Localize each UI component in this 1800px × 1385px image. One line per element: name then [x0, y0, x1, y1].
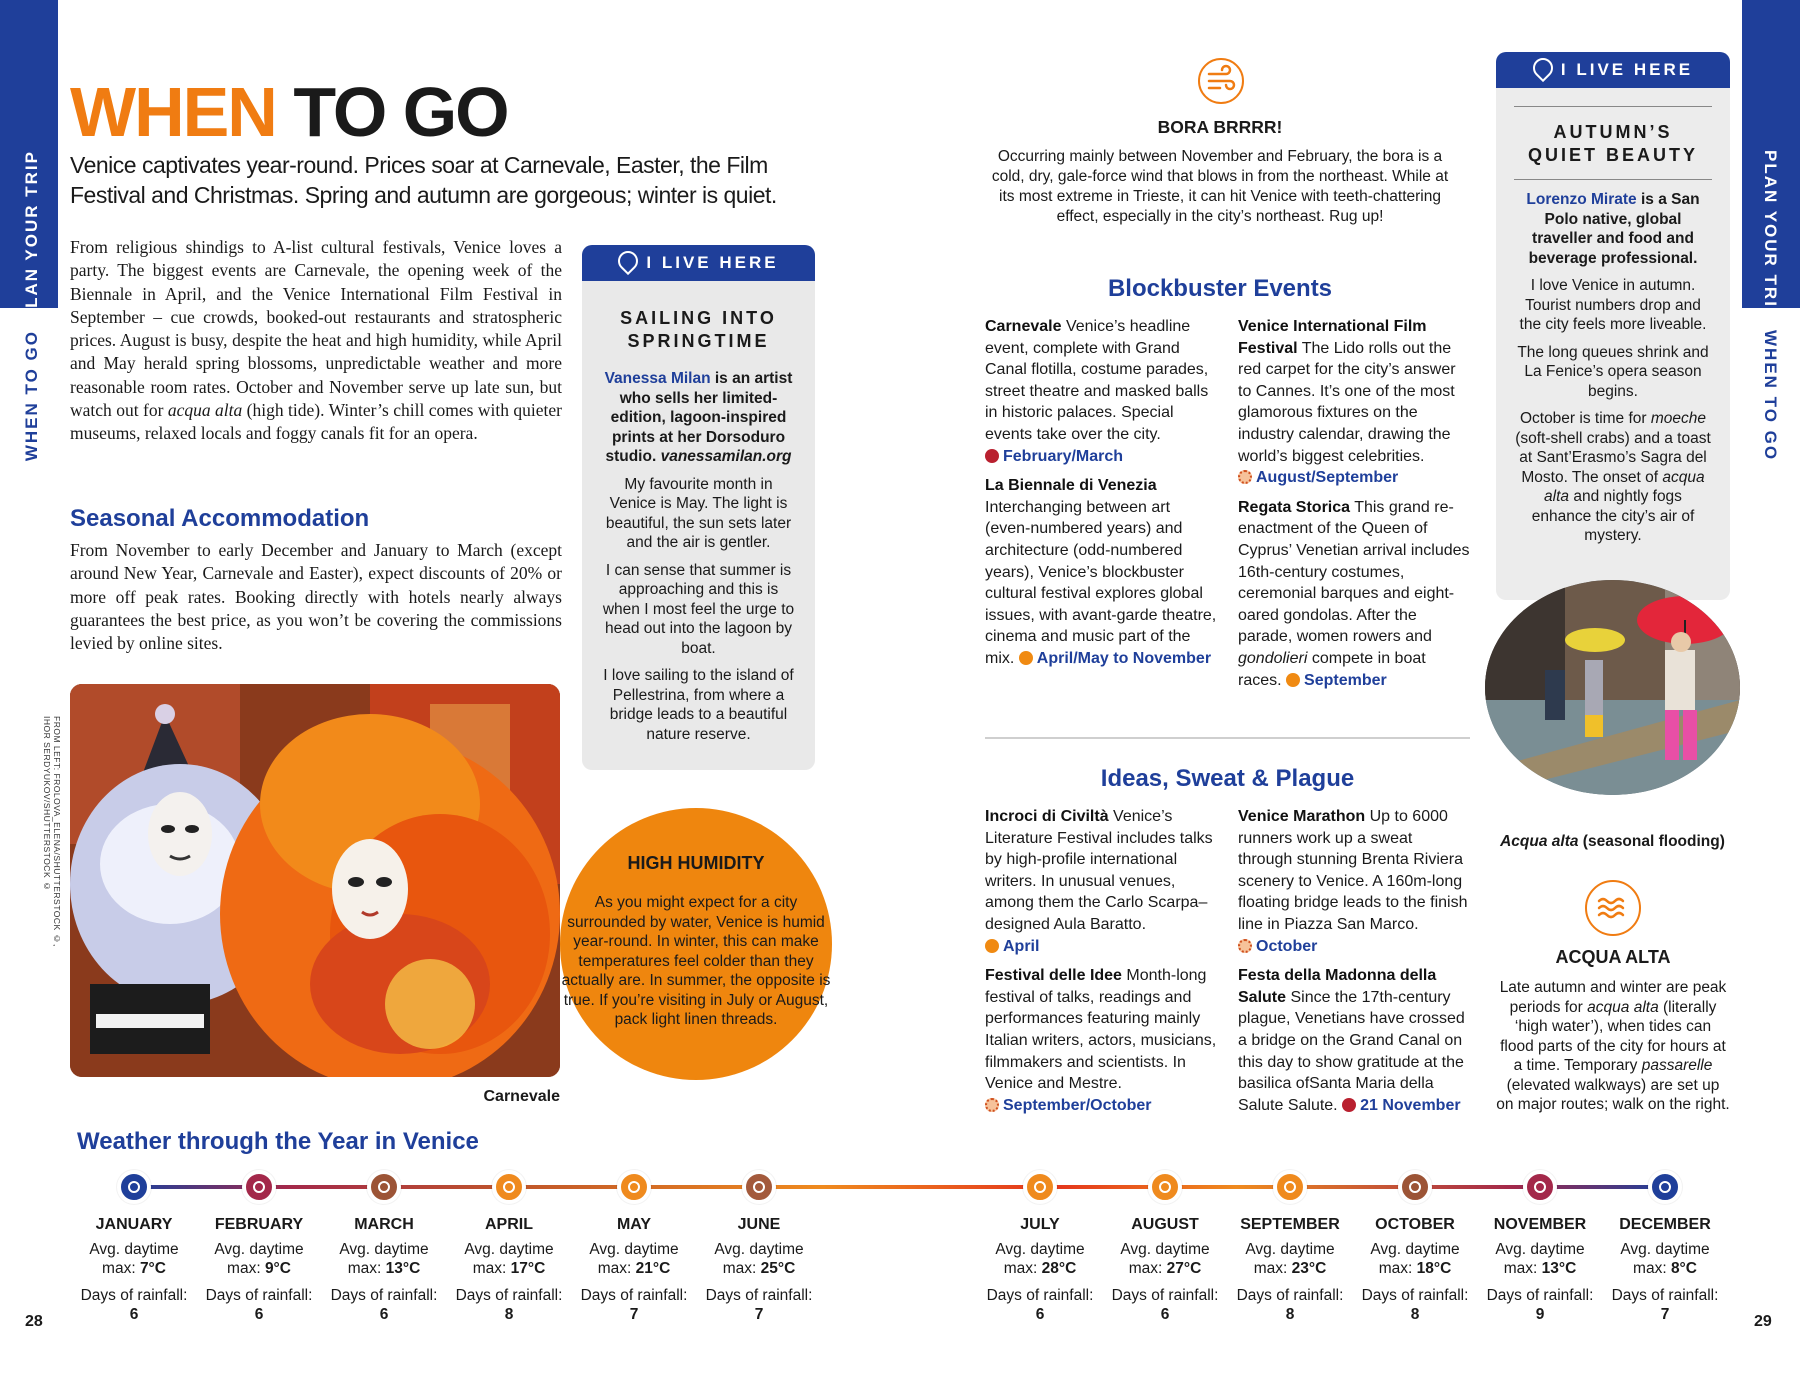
rain-days: 7 [629, 1306, 639, 1323]
acqua-alta-text: Late autumn and winter are peak periods for acqua alta (literally ‘high water’), when tides can flood parts of the city for hours at a time. Temporary passarelle (elevated walkways) are set up on major routes; walk on the right. [1496, 979, 1730, 1113]
rain-days: 8 [504, 1306, 514, 1323]
live-here-p3: I love sailing to the island of Pellestrina, from where a bridge leads to a beautiful nature reserve. [603, 667, 794, 743]
rain-days: 9 [1535, 1306, 1545, 1323]
live-here-header: I LIVE HERE [1496, 52, 1730, 88]
weather-timeline-line [134, 1185, 1665, 1189]
month-name: MARCH [354, 1216, 414, 1233]
blockbuster-col-left [985, 316, 1217, 678]
accommodation-heading: Seasonal Accommodation [70, 505, 370, 532]
rain-days: 8 [1285, 1306, 1295, 1323]
event-biennale: La Biennale di Venezia Interchanging between art (even-numbered years) and architecture (odd-numbered years), Venice’s blockbuster cultural festival explores global issues, with avant-garde theatre, cinema and music part of the mix. April/May to November [985, 477, 1217, 667]
month-name: JULY [1020, 1216, 1060, 1233]
title-to-go: TO GO [275, 73, 508, 151]
divider [985, 737, 1470, 739]
blockbuster-heading: Blockbuster Events [1107, 275, 1333, 302]
avg-label: Avg. daytime [714, 1241, 804, 1258]
rain-label: Days of rainfall: [1361, 1287, 1469, 1304]
weather-month [1475, 1215, 1605, 1324]
rain-days: 6 [1160, 1306, 1170, 1323]
max-temp: max: 21°C [597, 1260, 671, 1277]
weather-icon-march [367, 1170, 401, 1204]
weather-month [1350, 1215, 1480, 1324]
sun-icon [1286, 673, 1300, 687]
rain-days: 7 [1660, 1306, 1670, 1323]
max-temp: max: 18°C [1378, 1260, 1452, 1277]
avg-label: Avg. daytime [1495, 1241, 1585, 1258]
live-here-panel-lorenzo [1496, 52, 1730, 600]
weather-icon-may [617, 1170, 651, 1204]
rain-days: 6 [254, 1306, 264, 1323]
avg-label: Avg. daytime [1370, 1241, 1460, 1258]
month-name: NOVEMBER [1493, 1216, 1587, 1233]
page-number-left: 28 [25, 1313, 43, 1330]
gear-icon [1238, 939, 1252, 953]
max-temp: max: 27°C [1128, 1260, 1202, 1277]
bora-title: BORA BRRRR! [1157, 117, 1283, 137]
month-name: AUGUST [1131, 1216, 1199, 1233]
month-name: APRIL [485, 1216, 533, 1233]
avg-label: Avg. daytime [1120, 1241, 1210, 1258]
panel-rule [1514, 179, 1712, 180]
weather-month [69, 1215, 199, 1324]
blockbuster-col-right [1238, 316, 1470, 699]
weather-month [1600, 1215, 1730, 1324]
weather-icon-january [117, 1170, 151, 1204]
avg-label: Avg. daytime [89, 1241, 179, 1258]
rain-label: Days of rainfall: [1111, 1287, 1219, 1304]
event-marathon: Venice Marathon Up to 6000 runners work up a sweat through stunning Brenta Riviera scenery to Venice. A 160m-long floating bridge leads to the finish line in Piazza San Marco. October [1238, 808, 1468, 955]
avg-label: Avg. daytime [214, 1241, 304, 1258]
live-here-bio: Lorenzo Mirate is a San Polo native, global traveller and food and beverage professional. [1526, 191, 1700, 267]
avg-label: Avg. daytime [339, 1241, 429, 1258]
max-temp: max: 8°C [1633, 1260, 1697, 1277]
event-festival-idee: Festival delle Idee Month-long festival of talks, readings and performances featuring mainly Italian writers, actors, musicians, filmmakers and scientists. In Venice and Mestre. September/October [985, 967, 1217, 1114]
weather-icon-september [1273, 1170, 1307, 1204]
weather-icon-july [1023, 1170, 1057, 1204]
rain-label: Days of rainfall: [330, 1287, 438, 1304]
event-madonna-salute: Festa della Madonna della Salute Since the 17th-century plague, Venetians have crossed a bridge on the Grand Canal on this day to show gratitude at the basilica ofSanta Maria della Salute Salute. 21 November [1238, 967, 1465, 1114]
rain-days: 8 [1410, 1306, 1420, 1323]
left-tab-label: PLAN YOUR TRIP [22, 150, 41, 322]
month-name: SEPTEMBER [1240, 1216, 1340, 1233]
max-temp: max: 28°C [1003, 1260, 1077, 1277]
max-temp: max: 17°C [472, 1260, 546, 1277]
weather-icon-april [492, 1170, 526, 1204]
page-number-right: 29 [1754, 1313, 1772, 1330]
live-here-title: AUTUMN’S QUIET BEAUTY [1527, 122, 1698, 165]
live-here-p1: I love Venice in autumn. Tourist numbers drop and the city feels more liveable. [1519, 277, 1707, 333]
rain-label: Days of rainfall: [1236, 1287, 1344, 1304]
live-here-bio: Vanessa Milan is an artist who sells her limited-edition, lagoon-inspired prints at her Dorsoduro studio. vanessamilan.org [604, 370, 793, 465]
max-temp: max: 7°C [102, 1260, 166, 1277]
month-name: JUNE [737, 1216, 781, 1233]
rain-label: Days of rainfall: [1486, 1287, 1594, 1304]
ideas-heading: Ideas, Sweat & Plague [1100, 765, 1355, 792]
weather-icon-february [242, 1170, 276, 1204]
right-tab-label: PLAN YOUR TRIP [1761, 150, 1780, 322]
weather-month [1100, 1215, 1230, 1324]
event-regata-storica: Regata Storica This grand re-enactment of the Queen of Cyprus’ Venetian arrival includes 16th-century costumes, ceremonial barques and eight-oared gondolas. After the parade, women rowers and gondolieri compete in boat races. September [1238, 498, 1470, 689]
carnevale-illustration [70, 684, 560, 1077]
max-temp: max: 25°C [722, 1260, 796, 1277]
rain-label: Days of rainfall: [205, 1287, 313, 1304]
intro-paragraph: From religious shindigs to A-list cultural festivals, Venice loves a party. The biggest events are Carnevale, the opening week of the Biennale in April, and the Venice International Film Festival in September – cue crowds, booked-out restaurants and stratospheric prices. August is busy, despite the heat and high humidity, while April and May herald spring blossoms, unpredictable weather and more reasonable room rates. October and November serve up late sun, but watch out for acqua alta (high tide). Winter’s chill comes with quieter museums, relaxed locals and foggy canals fit for an opera. [70, 237, 562, 444]
live-here-p2: I can sense that summer is approaching and this is when I most feel the urge to head out into the lagoon by boat. [602, 561, 795, 657]
pin-icon [614, 247, 642, 275]
flood-illustration [1485, 580, 1740, 795]
month-name: DECEMBER [1619, 1216, 1711, 1233]
weather-month [194, 1215, 324, 1324]
live-here-title: SAILING INTO SPRINGTIME [620, 308, 777, 351]
max-temp: max: 23°C [1253, 1260, 1327, 1277]
avg-label: Avg. daytime [1620, 1241, 1710, 1258]
weather-icon-october [1398, 1170, 1432, 1204]
page-title [70, 72, 508, 152]
rain-days: 7 [754, 1306, 764, 1323]
max-temp: max: 13°C [347, 1260, 421, 1277]
live-here-header: I LIVE HERE [582, 245, 815, 281]
photo-credit: FROM LEFT: FROLOVA_ELENA/SHUTTERSTOCK ©, IHOR SERDYUKOV/SHUTTERSTOCK © [42, 716, 62, 947]
weather-month [975, 1215, 1105, 1324]
sun-icon [985, 939, 999, 953]
rain-label: Days of rainfall: [986, 1287, 1094, 1304]
rain-label: Days of rainfall: [455, 1287, 563, 1304]
rain-label: Days of rainfall: [580, 1287, 688, 1304]
month-name: JANUARY [95, 1216, 173, 1233]
gear-icon [985, 1098, 999, 1112]
live-here-p2: The long queues shrink and La Fenice’s opera season begins. [1517, 343, 1709, 400]
accommodation-text: From November to early December and January to March (except around New Year, Carnevale and Easter), expect discounts of 20% or more off peak rates. Booking directly with hotels nearly always guarantees the best price, as you won’t be covering the commissions levied by online sites. [70, 540, 562, 654]
wind-icon [1198, 58, 1244, 104]
max-temp: max: 13°C [1503, 1260, 1577, 1277]
acqua-alta-title: ACQUA ALTA [1555, 947, 1671, 967]
panel-rule [1514, 106, 1712, 107]
month-name: MAY [616, 1216, 652, 1233]
right-tab-section: WHEN TO GO [1761, 330, 1780, 462]
sun-icon [1019, 651, 1033, 665]
month-name: FEBRUARY [214, 1216, 304, 1233]
carnevale-caption: Carnevale [483, 1088, 560, 1105]
pin-icon [1529, 54, 1557, 82]
avg-label: Avg. daytime [995, 1241, 1085, 1258]
weather-icon-june [742, 1170, 776, 1204]
carnevale-photo [70, 684, 560, 1077]
month-name: OCTOBER [1375, 1216, 1455, 1233]
acqua-alta-photo [1485, 580, 1740, 795]
rain-label: Days of rainfall: [80, 1287, 188, 1304]
left-tab-section: WHEN TO GO [22, 330, 41, 462]
calendar-icon [985, 449, 999, 463]
weather-month [569, 1215, 699, 1324]
ideas-col-left [985, 806, 1217, 1124]
weather-month [1225, 1215, 1355, 1324]
event-incroci: Incroci di Civiltà Venice’s Literature Festival includes talks by high-profile international writers. In unusual venues, among them the Carlo Scarpa–designed Aula Baratto. April [985, 808, 1213, 955]
avg-label: Avg. daytime [589, 1241, 679, 1258]
live-here-p1: My favourite month in Venice is May. The light is beautiful, the sun sets later and the air is gentler. [605, 475, 792, 551]
weather-month [319, 1215, 449, 1324]
humidity-title: HIGH HUMIDITY [627, 853, 765, 873]
live-here-p3: October is time for moeche (soft-shell crabs) and a toast at Sant’Erasmo’s Sagra del Mosto. The onset of acqua alta and nightly fogs enhance the city’s air of mystery. [1515, 410, 1711, 544]
rain-label: Days of rainfall: [1611, 1287, 1719, 1304]
weather-month [444, 1215, 574, 1324]
rain-days: 6 [379, 1306, 389, 1323]
weather-icon-august [1148, 1170, 1182, 1204]
calendar-icon [1342, 1098, 1356, 1112]
page-subtitle: Venice captivates year-round. Prices soar at Carnevale, Easter, the Film Festival and Christmas. Spring and autumn are gorgeous; winter is quiet. [70, 152, 777, 208]
max-temp: max: 9°C [227, 1260, 291, 1277]
event-film-festival: Venice International Film Festival The Lido rolls out the red carpet for the city’s answer to Cannes. It’s one of the most glamorous fixtures on the industry calendar, drawing the world’s biggest celebrities. August/September [1238, 318, 1456, 487]
rain-days: 6 [129, 1306, 139, 1323]
weather-icon-november [1523, 1170, 1557, 1204]
bora-text: Occurring mainly between November and February, the bora is a cold, dry, gale-force wind that blows in from the northeast. While at its most extreme in Trieste, it can hit Venice with teeth-chattering effect, especially in the city’s northeast. Rug up! [991, 148, 1449, 225]
humidity-text: As you might expect for a city surrounded by water, Venice is humid year-round. In winter, this can make temperatures feel colder than they actually are. In summer, the opposite is true. If you’re visiting in July or August, pack light linen threads. [561, 894, 831, 1028]
event-carnevale: Carnevale Venice’s headline event, complete with Grand Canal flotilla, costume parades, street theatre and masked balls in historic palaces. Special events take over the city. February/March [985, 318, 1209, 465]
live-here-panel-vanessa [582, 245, 815, 770]
rain-days: 6 [1035, 1306, 1045, 1323]
weather-icon-december [1648, 1170, 1682, 1204]
weather-heading: Weather through the Year in Venice [77, 1128, 479, 1155]
avg-label: Avg. daytime [1245, 1241, 1335, 1258]
ideas-col-right [1238, 806, 1470, 1124]
rain-label: Days of rainfall: [705, 1287, 813, 1304]
weather-month [694, 1215, 824, 1324]
gear-icon [1238, 470, 1252, 484]
avg-label: Avg. daytime [464, 1241, 554, 1258]
title-when: WHEN [70, 73, 276, 151]
acqua-alta-caption: Acqua alta (seasonal flooding) [1500, 833, 1725, 850]
waves-icon [1585, 880, 1641, 936]
